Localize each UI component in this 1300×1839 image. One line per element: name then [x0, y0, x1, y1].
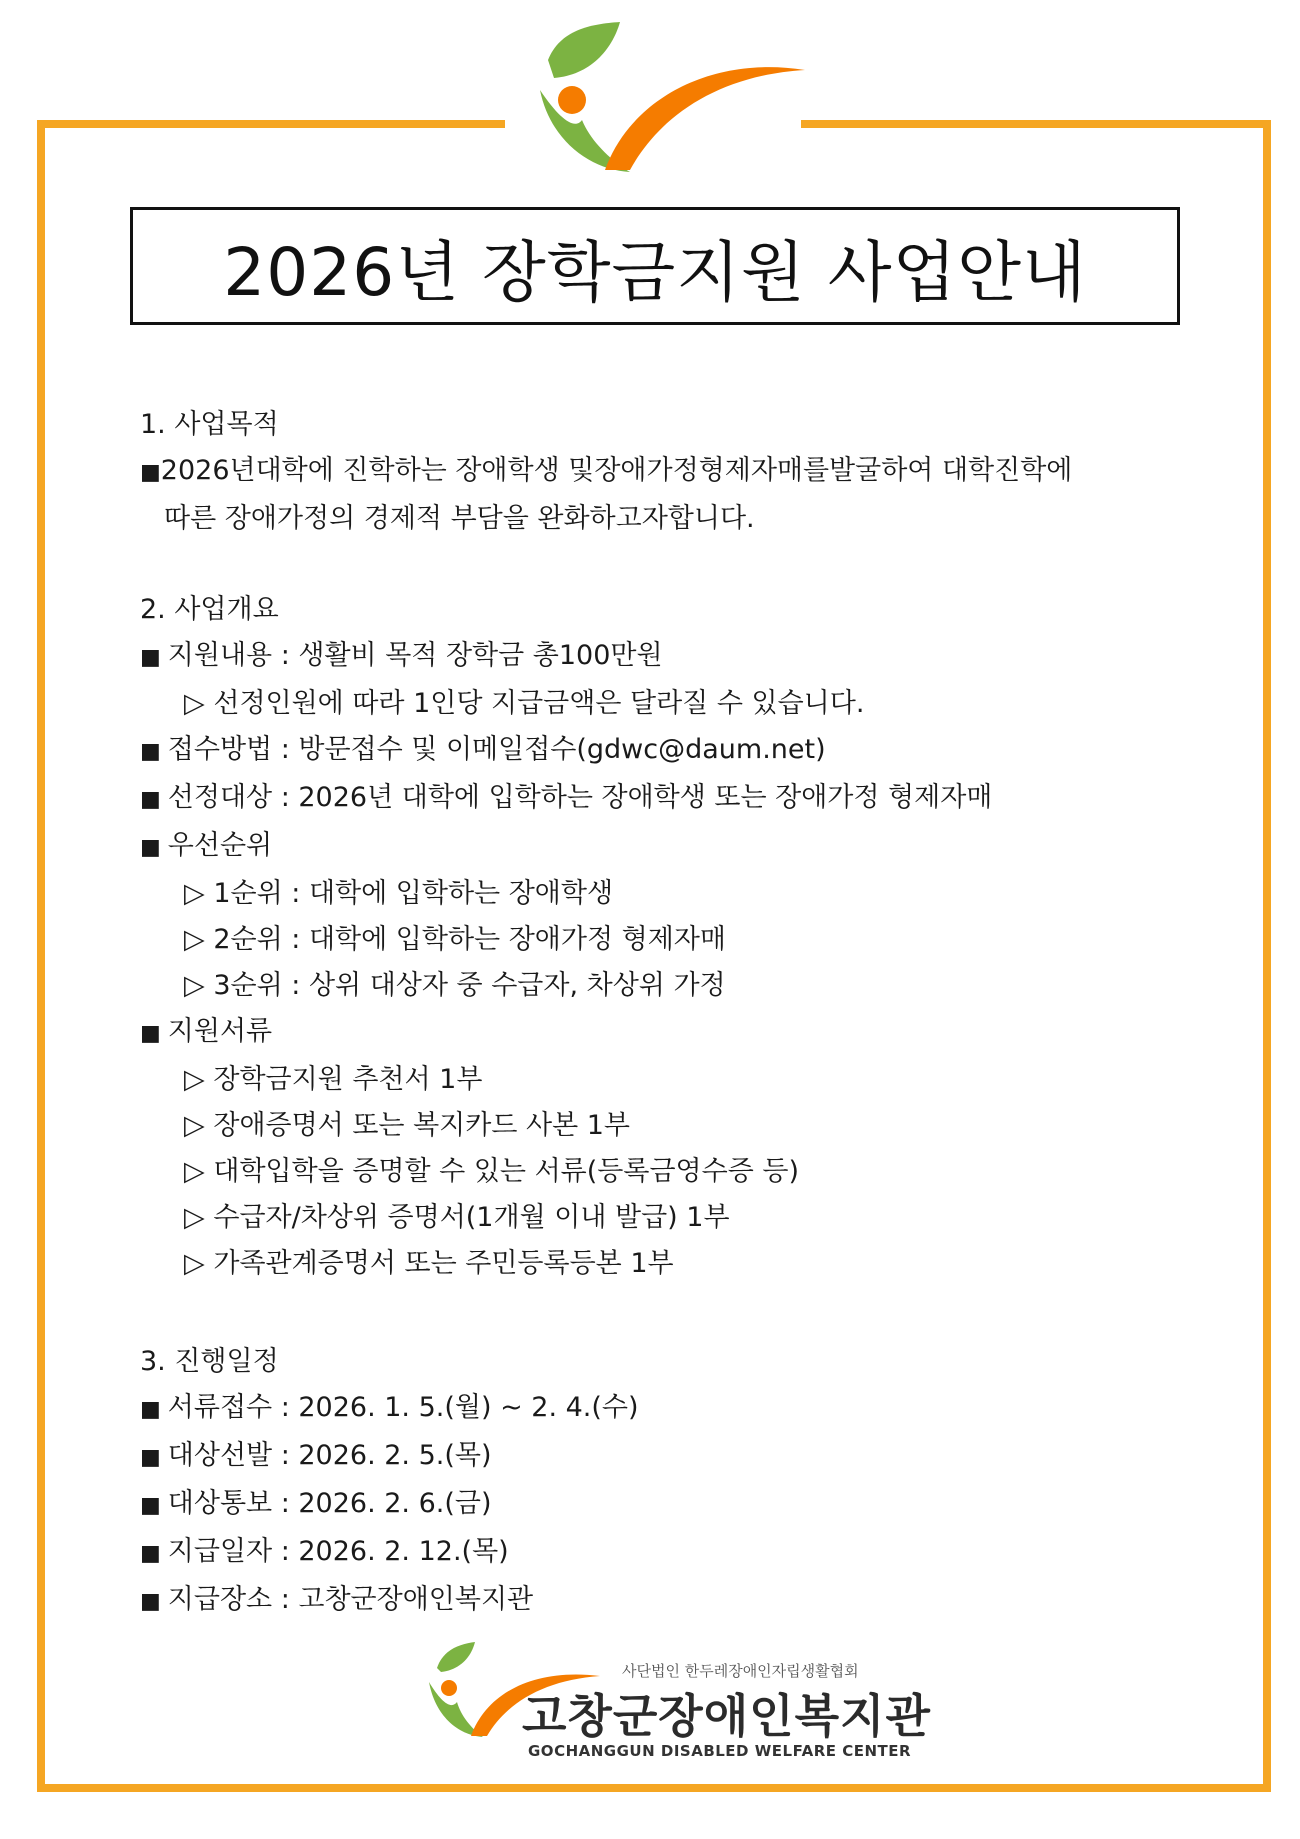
support-content: ■ 지원내용 : 생활비 목적 장학금 총100만원: [140, 633, 1220, 681]
schedule-item: ■ 대상선발 : 2026. 2. 5.(목): [140, 1433, 1220, 1481]
document-body: [140, 402, 1220, 1625]
document-item: ▷ 장학금지원 추천서 1부: [140, 1057, 1220, 1103]
org-english-name: GOCHANGGUN DISABLED WELFARE CENTER: [528, 1742, 912, 1760]
application-method: ■ 접수방법 : 방문접수 및 이메일접수(gdwc@daum.net): [140, 727, 1220, 775]
org-name: 고창군장애인복지관: [522, 1689, 931, 1743]
support-note: ▷ 선정인원에 따라 1인당 지급금액은 달라질 수 있습니다.: [140, 681, 1220, 727]
title-box: [130, 207, 1180, 325]
documents-label: ■ 지원서류: [140, 1009, 1220, 1057]
section3-heading: 3. 진행일정: [140, 1346, 279, 1377]
document-item: ▷ 대학입학을 증명할 수 있는 서류(등록금영수증 등): [140, 1149, 1220, 1195]
page-title: 2026년 장학금지원 사업안내: [223, 233, 1087, 311]
priority-item: ▷ 3순위 : 상위 대상자 중 수급자, 차상위 가정: [140, 963, 1220, 1009]
document-item: ▷ 가족관계증명서 또는 주민등록등본 1부: [140, 1241, 1220, 1287]
section2-heading: 2. 사업개요: [140, 594, 279, 625]
schedule-item: ■ 지급장소 : 고창군장애인복지관: [140, 1577, 1220, 1625]
schedule-item: ■ 서류접수 : 2026. 1. 5.(월) ~ 2. 4.(수): [140, 1385, 1220, 1433]
document-item: ▷ 수급자/차상위 증명서(1개월 이내 발급) 1부: [140, 1195, 1220, 1241]
section1-purpose-line2: 따른 장애가정의 경제적 부담을 완화하고자합니다.: [164, 503, 755, 534]
section1-heading: 1. 사업목적: [140, 409, 279, 440]
selection-target: ■ 선정대상 : 2026년 대학에 입학하는 장애학생 또는 장애가정 형제자매: [140, 775, 1220, 823]
schedule-item: ■ 지급일자 : 2026. 2. 12.(목): [140, 1529, 1220, 1577]
section1-purpose-line1: ■ 2026년대학에 진학하는 장애학생 및장애가정형제자매를발굴하여 대학진학에: [140, 448, 1220, 496]
priority-label: ■ 우선순위: [140, 823, 1220, 871]
org-parent-name: 사단법인 한두레장애인자립생활협회: [622, 1662, 859, 1680]
priority-item: ▷ 1순위 : 대학에 입학하는 장애학생: [140, 871, 1220, 917]
welfare-center-logo-icon: [520, 20, 810, 195]
priority-item: ▷ 2순위 : 대학에 입학하는 장애가정 형제자매: [140, 917, 1220, 963]
document-item: ▷ 장애증명서 또는 복지카드 사본 1부: [140, 1103, 1220, 1149]
schedule-item: ■ 대상통보 : 2026. 2. 6.(금): [140, 1481, 1220, 1529]
